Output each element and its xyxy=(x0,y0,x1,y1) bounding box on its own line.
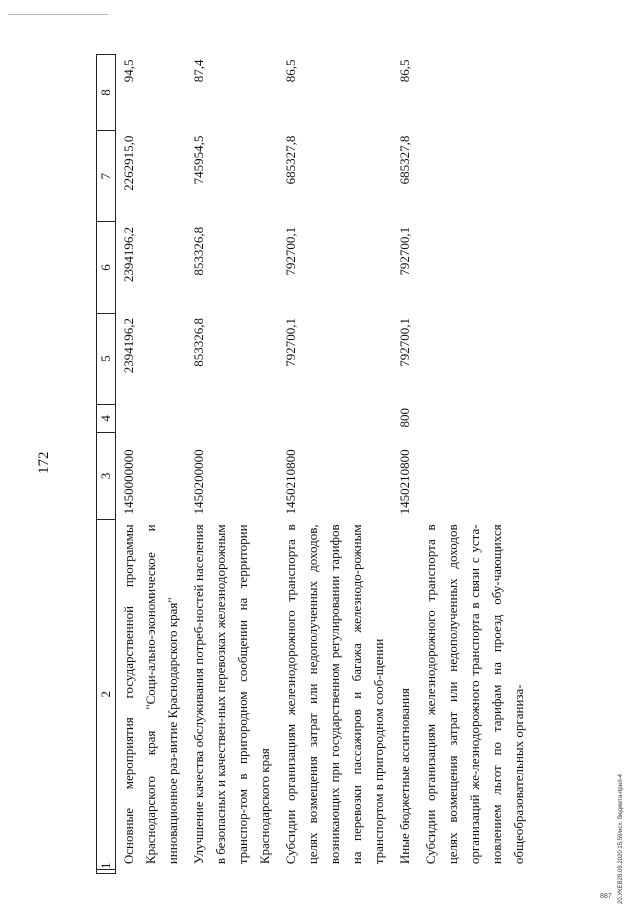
row-code: 1450210800 xyxy=(283,449,298,515)
row-value-8 xyxy=(418,55,532,131)
row-value-7: 685327,8 xyxy=(283,135,298,185)
table-row xyxy=(278,55,392,874)
row-name: Иные бюджетные ассигнования xyxy=(397,688,412,865)
header-cell: 6 xyxy=(97,222,116,313)
row-type xyxy=(186,404,278,432)
row-name: Субсидии организациям железнодорожного транспорта в целях возмещения затрат или недополученных доходов, возникающих при государственном регулировании тарифов на перевозки пассажиров и багажа железнодо-рожным транспортом в пригородном сооб-щении xyxy=(283,524,386,865)
header-cell: 7 xyxy=(97,131,116,222)
print-stamp-note: 20.УКЕВ28.09.2020 15:59/исх. бюджета-прил-4 xyxy=(618,774,624,904)
row-name: Улучшение качества обслуживания потреб-ностей населения в безопасных и качествен-ных перевозках железнодорожным транспор-том в пригородном сообщении на территории Краснодарского края xyxy=(191,524,272,865)
table-row xyxy=(186,55,278,874)
row-value-5: 792700,1 xyxy=(283,318,298,367)
row-value-6: 792700,1 xyxy=(283,226,298,276)
row-code: 1450200000 xyxy=(191,449,206,515)
page-number: 172 xyxy=(36,451,52,474)
corner-page-mark: 887 xyxy=(600,893,612,900)
row-value-5: 853326,8 xyxy=(191,318,206,367)
row-value-6 xyxy=(418,222,532,313)
row-value-7: 745954,5 xyxy=(191,135,206,185)
row-type: 800 xyxy=(397,408,412,428)
header-cell: 1 xyxy=(97,869,116,873)
row-type xyxy=(418,404,532,432)
row-value-8: 86,5 xyxy=(397,59,412,83)
row-code xyxy=(418,433,532,520)
row-value-5: 2394196,2 xyxy=(121,318,136,374)
row-name: Субсидии организациям железнодорожного транспорта в целях возмещения затрат или недополученных доходов организаций же-лезнодорожного транспорта в связи с уста-новлением льгот по тарифам на проезд обу-чающихся общеобразовательных организа- xyxy=(423,524,526,865)
table-header-row xyxy=(97,55,116,874)
row-code: 1450210800 xyxy=(397,449,412,515)
row-value-7: 685327,8 xyxy=(397,135,412,185)
row-value-5 xyxy=(418,313,532,404)
row-value-7: 2262915,0 xyxy=(121,135,136,191)
header-cell: 8 xyxy=(97,55,116,131)
header-cell: 4 xyxy=(97,404,116,432)
row-code: 1450000000 xyxy=(121,449,136,515)
row-value-7 xyxy=(418,131,532,222)
table-row xyxy=(418,55,532,874)
row-value-6: 853326,8 xyxy=(191,226,206,276)
row-type xyxy=(278,404,392,432)
header-cell: 5 xyxy=(97,313,116,404)
row-type xyxy=(116,404,187,432)
row-value-6: 2394196,2 xyxy=(121,226,136,283)
rotated-content xyxy=(36,54,596,874)
table-row xyxy=(116,55,187,874)
table-row xyxy=(392,55,418,874)
budget-table xyxy=(96,54,532,874)
row-value-5: 792700,1 xyxy=(397,318,412,367)
row-value-6: 792700,1 xyxy=(397,226,412,276)
scan-edge-line xyxy=(8,14,108,15)
header-cell: 3 xyxy=(97,433,116,520)
row-value-8: 94,5 xyxy=(121,59,136,83)
row-value-8: 86,5 xyxy=(283,59,298,83)
row-value-8: 87,4 xyxy=(191,59,206,83)
header-cell: 2 xyxy=(97,519,116,869)
row-name: Основные мероприятия государственной программы Краснодарского края "Соци-ально-экономическое и инновационное раз-витие Краснодарского края" xyxy=(121,524,180,865)
